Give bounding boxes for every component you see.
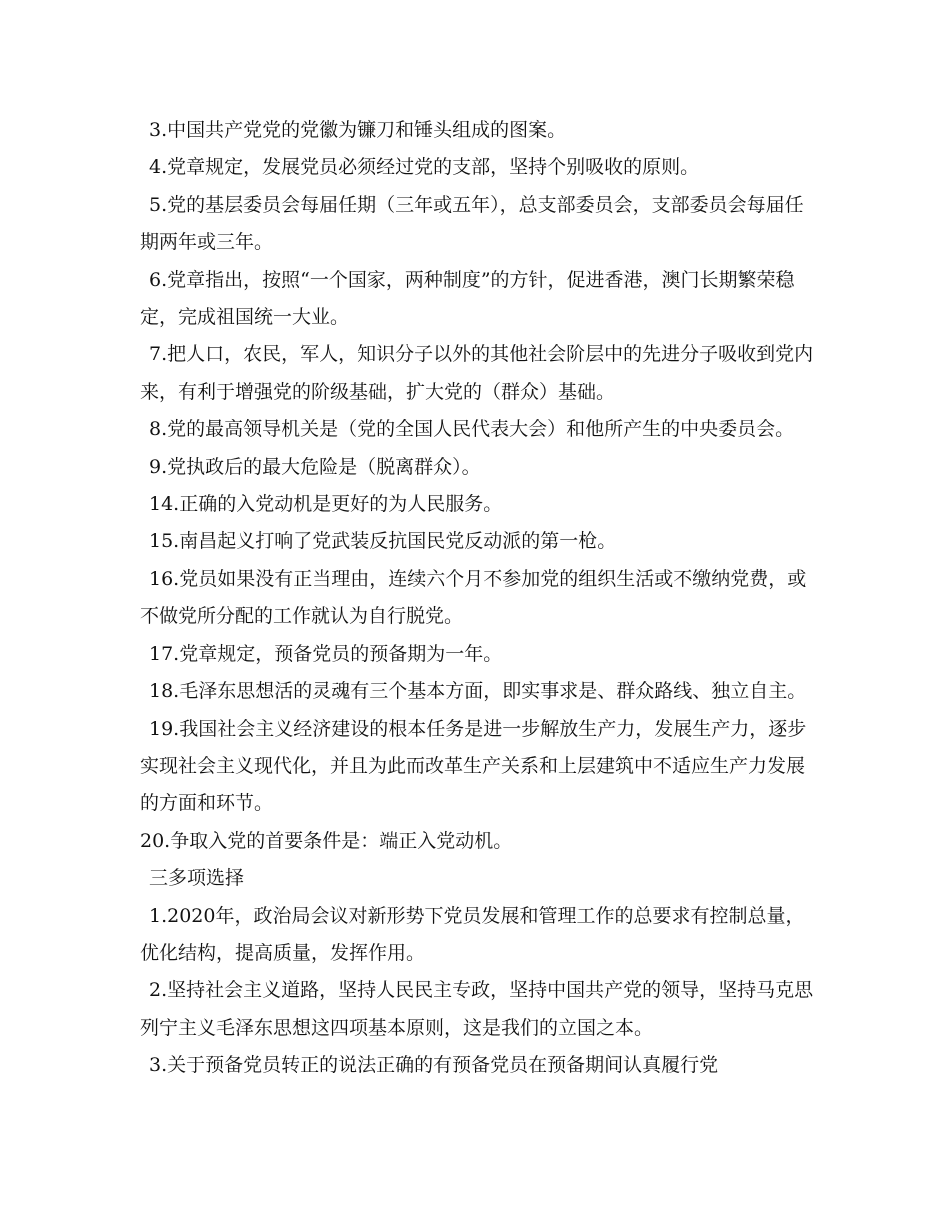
paragraph-item-8: 8.党的最高领导机关是（党的全国人民代表大会）和他所产生的中央委员会。: [149, 418, 795, 441]
paragraph-item-14: 14.正确的入党动机是更好的为人民服务。: [149, 493, 503, 516]
paragraph-item-9: 9.党执政后的最大危险是（脱离群众）。: [149, 455, 481, 478]
paragraph-item-6: 6.党章指出，按照“一个国家，两种制度”的方针，促进香港，澳门长期繁荣稳定，完成祖国统一大业。: [140, 268, 795, 329]
paragraph-item-7: 7.把人口，农民，军人，知识分子以外的其他社会阶层中的先进分子吸收到党内来，有利于增强党的阶级基础，扩大党的（群众）基础。: [140, 343, 814, 403]
paragraph-choice-3: 3.关于预备党员转正的说法正确的有预备党员在预备期间认真履行党: [149, 1054, 719, 1077]
paragraph-item-20: 20.争取入党的首要条件是：端正入党动机。: [140, 829, 513, 852]
section-heading-multiple-choice: 三多项选择: [149, 867, 245, 890]
paragraph-item-3: 3.中国共产党党的党徽为镰刀和锤头组成的图案。: [149, 119, 567, 141]
paragraph-item-18: 18.毛泽东思想活的灵魂有三个基本方面，即实事求是、群众路线、独立自主。: [149, 680, 807, 703]
paragraph-item-17: 17.党章规定，预备党员的预备期为一年。: [149, 642, 503, 665]
document-body: [140, 112, 820, 1085]
paragraph-item-4: 4.党章规定，发展党员必须经过党的支部，坚持个别吸收的原则。: [149, 156, 700, 179]
paragraph-item-16: 16.党员如果没有正当理由，连续六个月不参加党的组织生活或不缴纳党费，或不做党所分配的工作就认为自行脱党。: [140, 567, 807, 628]
paragraph-item-19: 19.我国社会主义经济建设的根本任务是进一步解放生产力，发展生产力，逐步实现社会主义现代化，并且为此而改革生产关系和上层建筑中不适应生产力发展的方面和环节。: [140, 717, 807, 815]
paragraph-choice-1: 1.2020年，政治局会议对新形势下党员发展和管理工作的总要求有控制总量，优化结构，提高质量，发挥作用。: [140, 904, 805, 964]
paragraph-choice-2: 2.坚持社会主义道路，坚持人民民主专政，坚持中国共产党的领导，坚持马克思列宁主义毛泽东思想这四项基本原则，这是我们的立国之本。: [140, 979, 814, 1039]
paragraph-item-15: 15.南昌起义打响了党武装反抗国民党反动派的第一枪。: [149, 530, 617, 553]
paragraph-item-5: 5.党的基层委员会每届任期（三年或五年），总支部委员会，支部委员会每届任期两年或三年。: [140, 193, 804, 254]
